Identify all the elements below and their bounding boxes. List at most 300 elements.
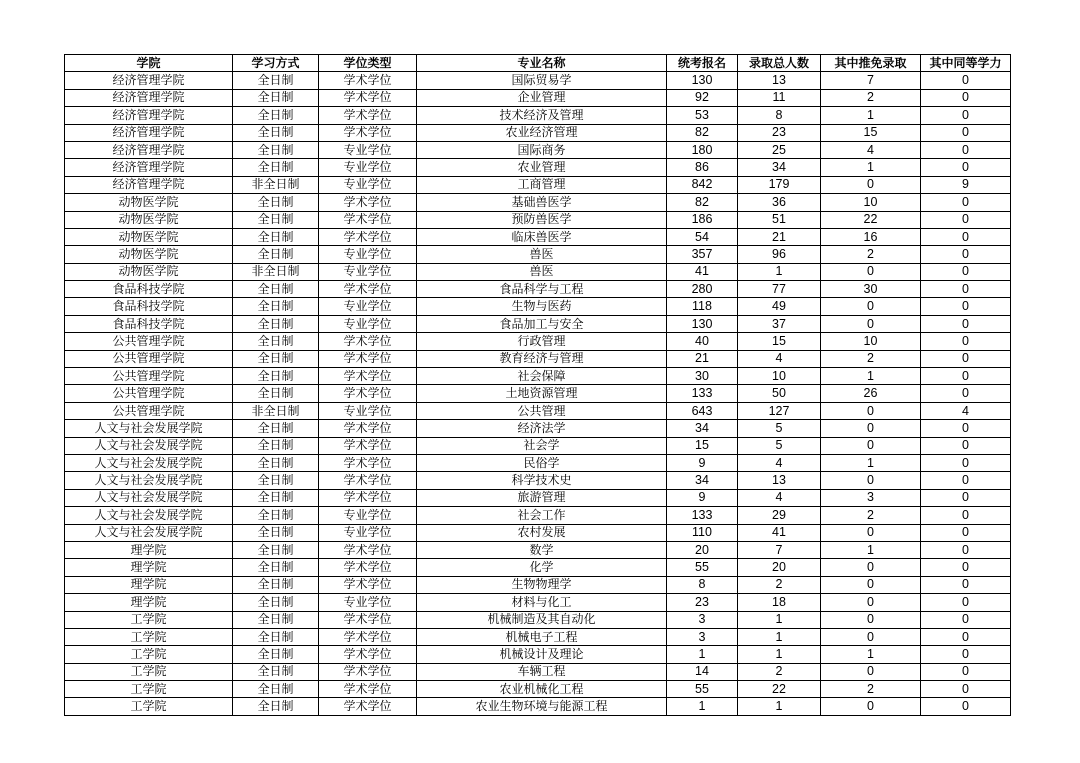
- degree-type-cell: 学术学位: [319, 454, 417, 471]
- degree-type-cell: 学术学位: [319, 576, 417, 593]
- applicants-cell: 82: [667, 124, 738, 141]
- recommended-cell: 0: [821, 402, 921, 419]
- study-mode-cell: 全日制: [233, 524, 319, 541]
- admitted-cell: 15: [738, 333, 821, 350]
- college-cell: 理学院: [65, 541, 233, 558]
- major-cell: 工商管理: [417, 176, 667, 193]
- equivalent-cell: 0: [921, 333, 1011, 350]
- major-cell: 农村发展: [417, 524, 667, 541]
- admitted-cell: 21: [738, 228, 821, 245]
- study-mode-cell: 全日制: [233, 246, 319, 263]
- study-mode-cell: 非全日制: [233, 263, 319, 280]
- admitted-cell: 29: [738, 507, 821, 524]
- admitted-cell: 4: [738, 350, 821, 367]
- degree-type-cell: 学术学位: [319, 420, 417, 437]
- major-cell: 临床兽医学: [417, 228, 667, 245]
- college-cell: 公共管理学院: [65, 350, 233, 367]
- major-cell: 预防兽医学: [417, 211, 667, 228]
- degree-type-cell: 专业学位: [319, 159, 417, 176]
- admitted-cell: 8: [738, 107, 821, 124]
- table-row: [65, 350, 1011, 367]
- recommended-cell: 16: [821, 228, 921, 245]
- major-cell: 技术经济及管理: [417, 107, 667, 124]
- recommended-cell: 0: [821, 611, 921, 628]
- applicants-cell: 130: [667, 315, 738, 332]
- major-cell: 生物与医药: [417, 298, 667, 315]
- degree-type-cell: 学术学位: [319, 611, 417, 628]
- admitted-cell: 23: [738, 124, 821, 141]
- study-mode-cell: 全日制: [233, 681, 319, 698]
- admitted-cell: 13: [738, 472, 821, 489]
- admitted-cell: 127: [738, 402, 821, 419]
- applicants-cell: 30: [667, 368, 738, 385]
- equivalent-cell: 0: [921, 107, 1011, 124]
- recommended-cell: 0: [821, 559, 921, 576]
- college-cell: 动物医学院: [65, 228, 233, 245]
- major-cell: 农业生物环境与能源工程: [417, 698, 667, 715]
- college-cell: 公共管理学院: [65, 333, 233, 350]
- equivalent-cell: 0: [921, 437, 1011, 454]
- table-row: [65, 472, 1011, 489]
- college-cell: 人文与社会发展学院: [65, 489, 233, 506]
- applicants-cell: 82: [667, 194, 738, 211]
- equivalent-cell: 0: [921, 124, 1011, 141]
- study-mode-cell: 全日制: [233, 507, 319, 524]
- college-cell: 经济管理学院: [65, 124, 233, 141]
- study-mode-cell: 非全日制: [233, 402, 319, 419]
- applicants-cell: 842: [667, 176, 738, 193]
- admitted-cell: 179: [738, 176, 821, 193]
- applicants-cell: 1: [667, 698, 738, 715]
- study-mode-cell: 全日制: [233, 594, 319, 611]
- recommended-cell: 2: [821, 350, 921, 367]
- equivalent-cell: 0: [921, 698, 1011, 715]
- major-cell: 兽医: [417, 246, 667, 263]
- recommended-cell: 0: [821, 315, 921, 332]
- recommended-cell: 2: [821, 681, 921, 698]
- equivalent-cell: 0: [921, 194, 1011, 211]
- table-row: [65, 559, 1011, 576]
- admitted-cell: 1: [738, 611, 821, 628]
- degree-type-cell: 学术学位: [319, 228, 417, 245]
- major-cell: 农业经济管理: [417, 124, 667, 141]
- table-row: [65, 489, 1011, 506]
- college-cell: 公共管理学院: [65, 402, 233, 419]
- college-cell: 动物医学院: [65, 263, 233, 280]
- college-cell: 公共管理学院: [65, 368, 233, 385]
- degree-type-cell: 专业学位: [319, 246, 417, 263]
- study-mode-cell: 全日制: [233, 194, 319, 211]
- degree-type-cell: 学术学位: [319, 628, 417, 645]
- degree-type-cell: 学术学位: [319, 194, 417, 211]
- applicants-cell: 21: [667, 350, 738, 367]
- admitted-cell: 2: [738, 663, 821, 680]
- major-cell: 机械设计及理论: [417, 646, 667, 663]
- degree-type-cell: 专业学位: [319, 524, 417, 541]
- study-mode-cell: 全日制: [233, 350, 319, 367]
- college-cell: 人文与社会发展学院: [65, 437, 233, 454]
- equivalent-cell: 9: [921, 176, 1011, 193]
- table-row: [65, 333, 1011, 350]
- major-cell: 公共管理: [417, 402, 667, 419]
- table-body: [65, 72, 1011, 715]
- equivalent-cell: 0: [921, 350, 1011, 367]
- college-cell: 工学院: [65, 663, 233, 680]
- admitted-cell: 96: [738, 246, 821, 263]
- applicants-cell: 1: [667, 646, 738, 663]
- major-cell: 经济法学: [417, 420, 667, 437]
- study-mode-cell: 全日制: [233, 315, 319, 332]
- table-row: [65, 298, 1011, 315]
- table-row: [65, 385, 1011, 402]
- equivalent-cell: 4: [921, 402, 1011, 419]
- admitted-cell: 4: [738, 489, 821, 506]
- college-cell: 食品科技学院: [65, 315, 233, 332]
- table-row: [65, 628, 1011, 645]
- study-mode-cell: 全日制: [233, 211, 319, 228]
- college-cell: 动物医学院: [65, 194, 233, 211]
- table-row: [65, 646, 1011, 663]
- applicants-cell: 92: [667, 89, 738, 106]
- applicants-cell: 40: [667, 333, 738, 350]
- equivalent-cell: 0: [921, 454, 1011, 471]
- degree-type-cell: 学术学位: [319, 124, 417, 141]
- major-cell: 材料与化工: [417, 594, 667, 611]
- college-cell: 人文与社会发展学院: [65, 472, 233, 489]
- applicants-cell: 8: [667, 576, 738, 593]
- equivalent-cell: 0: [921, 281, 1011, 298]
- applicants-cell: 34: [667, 420, 738, 437]
- major-cell: 车辆工程: [417, 663, 667, 680]
- recommended-cell: 1: [821, 159, 921, 176]
- admitted-cell: 36: [738, 194, 821, 211]
- equivalent-cell: 0: [921, 507, 1011, 524]
- degree-type-header: 学位类型: [319, 55, 417, 72]
- study-mode-cell: 非全日制: [233, 176, 319, 193]
- admitted-cell: 77: [738, 281, 821, 298]
- applicants-cell: 23: [667, 594, 738, 611]
- equivalent-cell: 0: [921, 594, 1011, 611]
- major-cell: 化学: [417, 559, 667, 576]
- recommended-cell: 0: [821, 263, 921, 280]
- degree-type-cell: 专业学位: [319, 263, 417, 280]
- degree-type-cell: 专业学位: [319, 594, 417, 611]
- degree-type-cell: 学术学位: [319, 698, 417, 715]
- recommended-cell: 0: [821, 420, 921, 437]
- recommended-cell: 10: [821, 333, 921, 350]
- study-mode-cell: 全日制: [233, 333, 319, 350]
- college-cell: 食品科技学院: [65, 298, 233, 315]
- college-cell: 工学院: [65, 628, 233, 645]
- equivalent-cell: 0: [921, 298, 1011, 315]
- study-mode-cell: 全日制: [233, 420, 319, 437]
- table-row: [65, 159, 1011, 176]
- admitted-cell: 1: [738, 698, 821, 715]
- degree-type-cell: 学术学位: [319, 89, 417, 106]
- equivalent-cell: 0: [921, 141, 1011, 158]
- major-cell: 数学: [417, 541, 667, 558]
- recommended-cell: 1: [821, 368, 921, 385]
- equivalent-cell: 0: [921, 663, 1011, 680]
- recommended-cell: 4: [821, 141, 921, 158]
- degree-type-cell: 学术学位: [319, 107, 417, 124]
- major-cell: 农业管理: [417, 159, 667, 176]
- admitted-cell: 1: [738, 646, 821, 663]
- college-cell: 动物医学院: [65, 246, 233, 263]
- recommended-cell: 2: [821, 246, 921, 263]
- degree-type-cell: 学术学位: [319, 437, 417, 454]
- degree-type-cell: 学术学位: [319, 663, 417, 680]
- college-cell: 经济管理学院: [65, 89, 233, 106]
- equivalent-cell: 0: [921, 89, 1011, 106]
- applicants-cell: 9: [667, 454, 738, 471]
- admitted-cell: 2: [738, 576, 821, 593]
- admitted-cell: 5: [738, 420, 821, 437]
- college-cell: 经济管理学院: [65, 107, 233, 124]
- applicants-cell: 186: [667, 211, 738, 228]
- admitted-cell: 13: [738, 72, 821, 89]
- applicants-header: 统考报名: [667, 55, 738, 72]
- major-cell: 机械电子工程: [417, 628, 667, 645]
- equivalent-cell: 0: [921, 246, 1011, 263]
- study-mode-cell: 全日制: [233, 541, 319, 558]
- table-row: [65, 246, 1011, 263]
- major-cell: 兽医: [417, 263, 667, 280]
- recommended-cell: 0: [821, 176, 921, 193]
- study-mode-cell: 全日制: [233, 281, 319, 298]
- recommended-cell: 2: [821, 507, 921, 524]
- equivalent-cell: 0: [921, 559, 1011, 576]
- major-cell: 企业管理: [417, 89, 667, 106]
- degree-type-cell: 学术学位: [319, 489, 417, 506]
- applicants-cell: 55: [667, 681, 738, 698]
- equivalent-cell: 0: [921, 385, 1011, 402]
- applicants-cell: 3: [667, 628, 738, 645]
- recommended-cell: 7: [821, 72, 921, 89]
- degree-type-cell: 专业学位: [319, 141, 417, 158]
- equivalent-cell: 0: [921, 263, 1011, 280]
- degree-type-cell: 学术学位: [319, 211, 417, 228]
- equivalent-cell: 0: [921, 628, 1011, 645]
- study-mode-header: 学习方式: [233, 55, 319, 72]
- college-cell: 经济管理学院: [65, 141, 233, 158]
- college-cell: 理学院: [65, 576, 233, 593]
- study-mode-cell: 全日制: [233, 368, 319, 385]
- major-cell: 食品科学与工程: [417, 281, 667, 298]
- major-cell: 国际贸易学: [417, 72, 667, 89]
- recommended-cell: 2: [821, 89, 921, 106]
- degree-type-cell: 专业学位: [319, 507, 417, 524]
- admitted-cell: 5: [738, 437, 821, 454]
- equivalent-cell: 0: [921, 420, 1011, 437]
- recommended-cell: 30: [821, 281, 921, 298]
- equivalent-cell: 0: [921, 228, 1011, 245]
- equivalent-cell: 0: [921, 368, 1011, 385]
- degree-type-cell: 学术学位: [319, 646, 417, 663]
- major-cell: 社会学: [417, 437, 667, 454]
- study-mode-cell: 全日制: [233, 385, 319, 402]
- major-cell: 教育经济与管理: [417, 350, 667, 367]
- table-row: [65, 228, 1011, 245]
- table-row: [65, 211, 1011, 228]
- table-row: [65, 437, 1011, 454]
- college-cell: 人文与社会发展学院: [65, 507, 233, 524]
- admitted-cell: 25: [738, 141, 821, 158]
- applicants-cell: 9: [667, 489, 738, 506]
- equivalent-cell: 0: [921, 315, 1011, 332]
- major-cell: 行政管理: [417, 333, 667, 350]
- major-cell: 食品加工与安全: [417, 315, 667, 332]
- admitted-cell: 34: [738, 159, 821, 176]
- admitted-cell: 1: [738, 628, 821, 645]
- table-row: [65, 698, 1011, 715]
- major-cell: 土地资源管理: [417, 385, 667, 402]
- table-row: [65, 402, 1011, 419]
- equivalent-cell: 0: [921, 489, 1011, 506]
- admitted-cell: 51: [738, 211, 821, 228]
- applicants-cell: 133: [667, 385, 738, 402]
- recommended-cell: 10: [821, 194, 921, 211]
- recommended-cell: 0: [821, 576, 921, 593]
- admitted-cell: 41: [738, 524, 821, 541]
- college-cell: 经济管理学院: [65, 176, 233, 193]
- table-row: [65, 176, 1011, 193]
- admitted-header: 录取总人数: [738, 55, 821, 72]
- major-cell: 科学技术史: [417, 472, 667, 489]
- table-row: [65, 194, 1011, 211]
- college-cell: 经济管理学院: [65, 72, 233, 89]
- equivalent-cell: 0: [921, 72, 1011, 89]
- study-mode-cell: 全日制: [233, 472, 319, 489]
- applicants-cell: 53: [667, 107, 738, 124]
- study-mode-cell: 全日制: [233, 124, 319, 141]
- degree-type-cell: 专业学位: [319, 315, 417, 332]
- applicants-cell: 41: [667, 263, 738, 280]
- applicants-cell: 15: [667, 437, 738, 454]
- applicants-cell: 55: [667, 559, 738, 576]
- recommended-cell: 22: [821, 211, 921, 228]
- college-cell: 人文与社会发展学院: [65, 420, 233, 437]
- equivalent-header: 其中同等学力: [921, 55, 1011, 72]
- recommended-cell: 0: [821, 472, 921, 489]
- recommended-cell: 1: [821, 454, 921, 471]
- applicants-cell: 14: [667, 663, 738, 680]
- study-mode-cell: 全日制: [233, 576, 319, 593]
- recommended-cell: 0: [821, 437, 921, 454]
- equivalent-cell: 0: [921, 576, 1011, 593]
- recommended-cell: 1: [821, 541, 921, 558]
- equivalent-cell: 0: [921, 524, 1011, 541]
- degree-type-cell: 学术学位: [319, 559, 417, 576]
- college-cell: 工学院: [65, 611, 233, 628]
- recommended-cell: 0: [821, 298, 921, 315]
- recommended-cell: 3: [821, 489, 921, 506]
- study-mode-cell: 全日制: [233, 454, 319, 471]
- admitted-cell: 10: [738, 368, 821, 385]
- equivalent-cell: 0: [921, 681, 1011, 698]
- major-cell: 基础兽医学: [417, 194, 667, 211]
- table-row: [65, 72, 1011, 89]
- admitted-cell: 7: [738, 541, 821, 558]
- applicants-cell: 86: [667, 159, 738, 176]
- recommended-cell: 26: [821, 385, 921, 402]
- applicants-cell: 643: [667, 402, 738, 419]
- equivalent-cell: 0: [921, 646, 1011, 663]
- degree-type-cell: 专业学位: [319, 176, 417, 193]
- table-row: [65, 124, 1011, 141]
- degree-type-cell: 学术学位: [319, 333, 417, 350]
- recommended-cell: 15: [821, 124, 921, 141]
- college-cell: 理学院: [65, 559, 233, 576]
- major-cell: 社会保障: [417, 368, 667, 385]
- admitted-cell: 49: [738, 298, 821, 315]
- equivalent-cell: 0: [921, 159, 1011, 176]
- recommended-cell: 1: [821, 107, 921, 124]
- applicants-cell: 133: [667, 507, 738, 524]
- college-header: 学院: [65, 55, 233, 72]
- applicants-cell: 180: [667, 141, 738, 158]
- admitted-cell: 1: [738, 263, 821, 280]
- admitted-cell: 4: [738, 454, 821, 471]
- major-cell: 生物物理学: [417, 576, 667, 593]
- table-row: [65, 663, 1011, 680]
- major-cell: 国际商务: [417, 141, 667, 158]
- table-row: [65, 263, 1011, 280]
- degree-type-cell: 学术学位: [319, 472, 417, 489]
- study-mode-cell: 全日制: [233, 628, 319, 645]
- degree-type-cell: 学术学位: [319, 681, 417, 698]
- degree-type-cell: 学术学位: [319, 281, 417, 298]
- study-mode-cell: 全日制: [233, 663, 319, 680]
- college-cell: 人文与社会发展学院: [65, 454, 233, 471]
- degree-type-cell: 专业学位: [319, 402, 417, 419]
- study-mode-cell: 全日制: [233, 698, 319, 715]
- admitted-cell: 20: [738, 559, 821, 576]
- college-cell: 食品科技学院: [65, 281, 233, 298]
- study-mode-cell: 全日制: [233, 646, 319, 663]
- applicants-cell: 118: [667, 298, 738, 315]
- equivalent-cell: 0: [921, 472, 1011, 489]
- applicants-cell: 357: [667, 246, 738, 263]
- degree-type-cell: 学术学位: [319, 368, 417, 385]
- admissions-table: [64, 54, 1011, 716]
- college-cell: 工学院: [65, 681, 233, 698]
- recommended-cell: 0: [821, 524, 921, 541]
- equivalent-cell: 0: [921, 211, 1011, 228]
- degree-type-cell: 学术学位: [319, 72, 417, 89]
- table-row: [65, 594, 1011, 611]
- applicants-cell: 34: [667, 472, 738, 489]
- admitted-cell: 11: [738, 89, 821, 106]
- study-mode-cell: 全日制: [233, 559, 319, 576]
- major-header: 专业名称: [417, 55, 667, 72]
- recommended-header: 其中推免录取: [821, 55, 921, 72]
- degree-type-cell: 专业学位: [319, 298, 417, 315]
- table-row: [65, 281, 1011, 298]
- table-row: [65, 524, 1011, 541]
- college-cell: 工学院: [65, 698, 233, 715]
- table-row: [65, 576, 1011, 593]
- college-cell: 人文与社会发展学院: [65, 524, 233, 541]
- table-row: [65, 368, 1011, 385]
- applicants-cell: 3: [667, 611, 738, 628]
- study-mode-cell: 全日制: [233, 298, 319, 315]
- applicants-cell: 20: [667, 541, 738, 558]
- study-mode-cell: 全日制: [233, 141, 319, 158]
- table-row: [65, 454, 1011, 471]
- study-mode-cell: 全日制: [233, 489, 319, 506]
- college-cell: 动物医学院: [65, 211, 233, 228]
